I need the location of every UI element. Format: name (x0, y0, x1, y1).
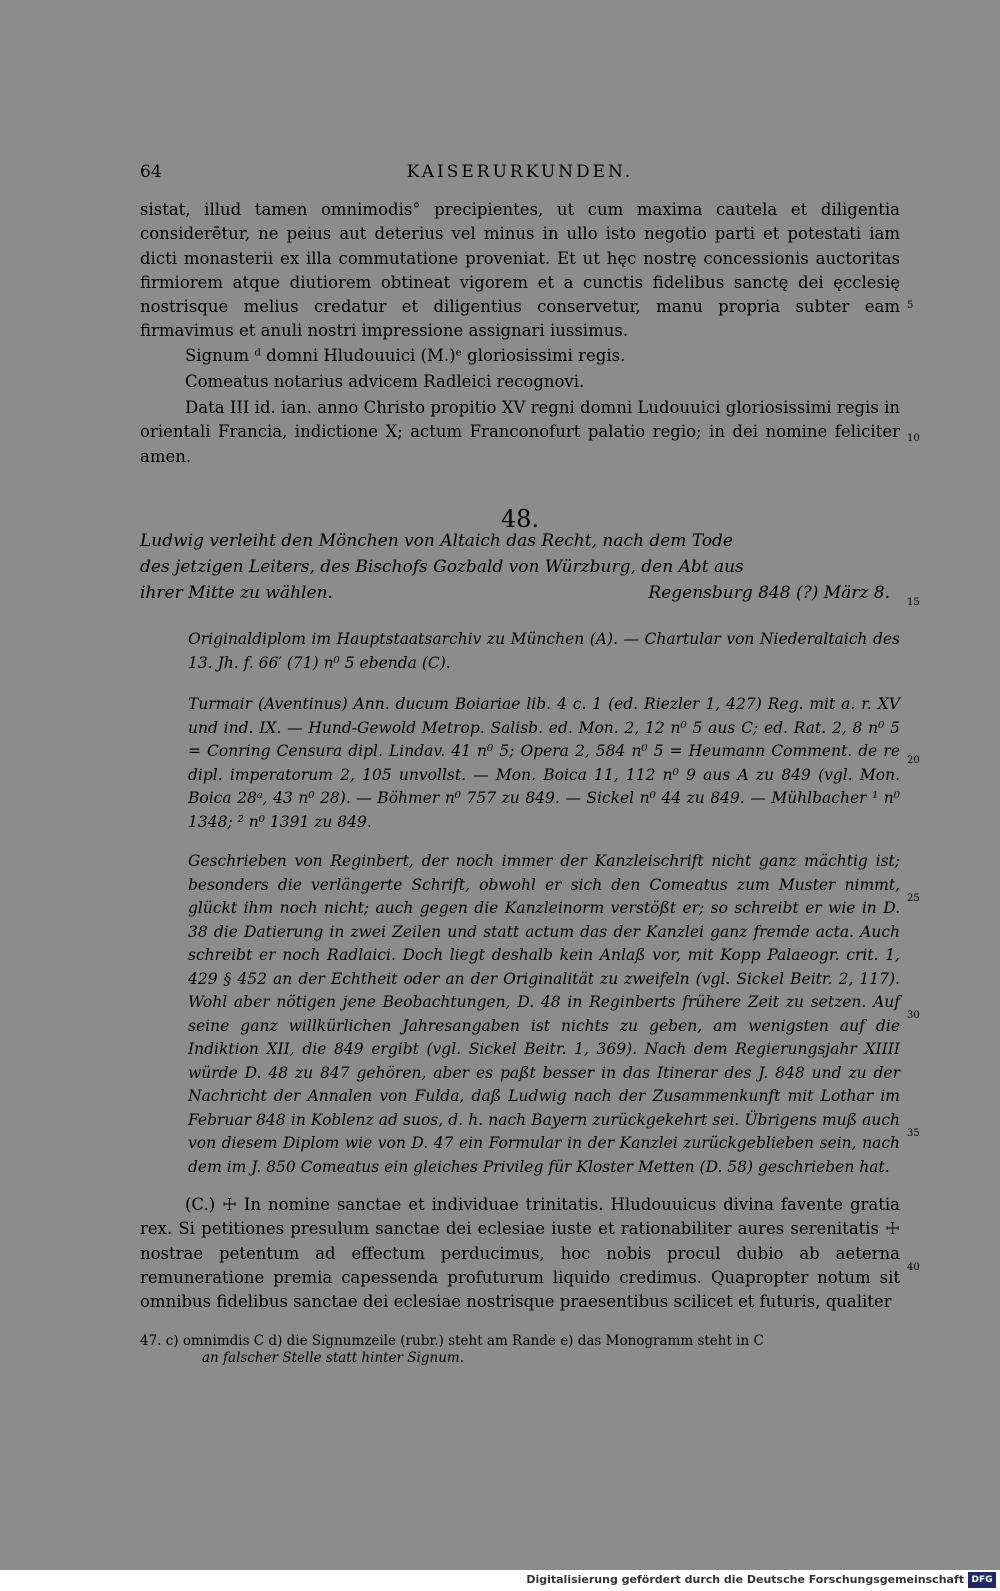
regest (140, 528, 900, 606)
line-number: 10 (907, 433, 920, 444)
line-number: 30 (907, 1010, 920, 1021)
line-number: 40 (907, 1262, 920, 1273)
line-number: 5 (907, 300, 914, 311)
regest-text: Ludwig verleiht den Mönchen von Altaich das Recht, nach dem Tode des jetzigen Leiters, des Bischofs Gozbald von Würzburg, den Abt aus ihrer Mitte zu wählen. (140, 531, 744, 603)
dating-clause: Data III id. ian. anno Christo propitio XV regni domni Ludouuici gloriosissimi regis in orientali Francia, indictione X; actum Franconofurt palatio regio; in dei nomine feliciter amen. (140, 398, 900, 466)
bibliography-note: Turmair (Aventinus) Ann. ducum Boiariae lib. 4 c. 1 (ed. Riezler 1, 427) Reg. mit a. r. XV und ind. IX. — Hund-Gewold Metrop. Salisb. ed. Mon. 2, 12 n⁰ 5 aus C; ed. Rat. 2, 8 n⁰ 5 = Conring Censura dipl. Lindav. 41 n⁰ 5; Opera 2, 584 n⁰ 5 = Heumann Comment. de re dipl. imperatorum 2, 105 unvollst. — Mon. Boica 11, 112 n⁰ 9 aus A zu 849 (vgl. Mon. Boica 28ᵃ, 43 n⁰ 28). — Böhmer n⁰ 757 zu 849. — Sickel n⁰ 44 zu 849. — Mühlbacher ¹ n⁰ 1348; ² n⁰ 1391 zu 849. (188, 695, 900, 831)
line-number: 25 (907, 893, 920, 904)
signum-line: Signum ᵈ domni Hludouuici (M.)ᵉ gloriosissimi regis. (185, 346, 626, 365)
footnote-line-2: an falscher Stelle statt hinter Signum. (202, 1350, 464, 1366)
document-number: 48. (500, 505, 540, 533)
charter-text-continued: sistat, illud tamen omnimodis° precipientes, ut cum maxima cautela et diligentia considerētur, ne peius aut deterius vel minus in ullo isto negotio parti et potestati iam dicti monasterii ex illa commutatione proveniat. Et ut hęc nostrę concessionis auctoritas firmiorem atque diutiorem obtineat vigorem et a cunctis fidelibus sanctę dei ęcclesię nostrisque melius credatur et diligentius conservetur, manu propria subter eam firmavimus et anuli nostri impressione assignari iussimus. (140, 200, 900, 341)
running-title: KAISERURKUNDEN. (406, 162, 634, 182)
page-header (140, 162, 900, 186)
page-number: 64 (140, 162, 162, 182)
recognition-line: Comeatus notarius advicem Radleici recognovi. (185, 372, 585, 391)
regest-date: Regensburg 848 (?) März 8. (648, 583, 890, 603)
line-number: 35 (907, 1128, 920, 1139)
footnote-line-1: 47. c) omnimdis C d) die Signumzeile (rubr.) steht am Rande e) das Monogramm steht in C (140, 1333, 764, 1349)
transmission-note: Originaldiplom im Hauptstaatsarchiv zu München (A). — Chartular von Niederaltaich des 13. Jh. f. 66′ (71) n⁰ 5 ebenda (C). (188, 630, 900, 672)
charter-text: (C.) ☩ In nomine sanctae et individuae trinitatis. Hludouuicus divina favente gratia rex. Si petitiones presulum sanctae dei eclesiae iuste et rationabiliter aures serenitatis ☩ nostrae petentum ad effectum perducimus, hoc nobis procul dubio ab aeterna remuneratione premia capessenda profuturum liquido credimus. Quapropter notum sit omnibus fidelibus sanctae dei eclesiae nostrisque praesentibus scilicet et futuris, qualiter (140, 1195, 900, 1312)
line-number: 20 (907, 755, 920, 766)
line-number: 15 (907, 597, 920, 608)
funding-credit: Digitalisierung gefördert durch die Deutsche Forschungsgemeinschaft (526, 1573, 964, 1586)
footer-bar (0, 1570, 1000, 1591)
commentary-note: Geschrieben von Reginbert, der noch immer der Kanzleischrift nicht ganz mächtig ist; besonders die verlängerte Schrift, obwohl er sich den Comeatus zum Muster nimmt, glückt ihm noch nicht; auch gegen die Kanzleinorm verstößt er; so schreibt er wie in D. 38 die Datierung in zwei Zeilen und statt actum das der Kanzlei ganz fremde acta. Auch schreibt er noch Radlaici. Doch liegt deshalb kein Anlaß vor, mit Kopp Palaeogr. crit. 1, 429 § 452 an der Echtheit oder an der Originalität zu zweifeln (vgl. Sickel Beitr. 2, 117). Wohl aber nötigen jene Beobachtungen, D. 48 in Reginberts frühere Zeit zu setzen. Auf seine ganz willkürlichen Jahresangaben ist nichts zu geben, am wenigsten auf die Indiktion XII, die 849 ergibt (vgl. Sickel Beitr. 1, 369). Nach dem Regierungsjahr XIIII würde D. 48 zu 847 gehören, aber es paßt besser in das Itinerar des J. 848 und zu der Nachricht der Annalen von Fulda, daß Ludwig nach der Zusammenkunft mit Lothar im Februar 848 in Koblenz ad suos, d. h. nach Bayern zurückgekehrt sei. Übrigens muß auch von diesem Diplom wie von D. 47 ein Formular in der Kanzlei zurückgeblieben sein, nach dem im J. 850 Comeatus ein gleiches Privileg für Kloster Metten (D. 58) geschrieben hat. (188, 852, 900, 1176)
dfg-logo: DFG (968, 1572, 996, 1588)
